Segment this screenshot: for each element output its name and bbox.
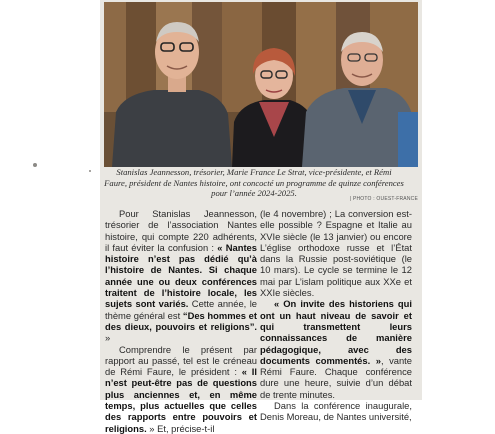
article-column-right — [260, 208, 412, 423]
paragraph: Dans la conférence inaugurale, Denis Moreau, de Nantes université, — [260, 400, 412, 423]
article-column-left — [105, 208, 257, 434]
text-run: , vante Rémi Faure. Chaque conférence dure une heure, suivie d’un débat de trente minutes. — [260, 354, 412, 400]
text-run: Comprendre le présent par rapport au passé, tel est le créneau de Rémi Faure, le président : — [105, 343, 257, 378]
group-photo — [104, 2, 418, 167]
theme-quote: “Des hommes et des dieux, pouvoirs et religions”. — [105, 309, 258, 332]
paragraph: (le 4 novembre) ; La conversion est-elle possible ? Espagne et Italie au XVIe siècle (le 13 janvier) ou encore L’église orthodoxe russe et l’État dans la Russie post-soviétique (le 10 mars). Le cycle se termine le 12 mai par L’islam politique aux XXe et XXIe siècles. — [260, 208, 412, 299]
text-run: Cette année, le thème général est — [105, 298, 257, 321]
text-run: » — [105, 332, 111, 344]
text-run: » Et, précise-t-il — [146, 422, 215, 434]
paper-speck — [89, 170, 91, 172]
paragraph — [105, 344, 257, 434]
photo-three-people — [104, 2, 418, 167]
newspaper-clipping — [100, 0, 422, 434]
text-run: Pour Stanislas Jeannesson, trésorier de l’association Nantes histoire, qui compte 220 adhérents, il faut éviter la confusion : — [105, 208, 257, 253]
quote: « On invite des historiens qui ont un haut niveau de savoir et qui transmettent leurs connaissances de manière pédagogique, avec des documents commentés. » — [260, 298, 412, 366]
photo-credit: | PHOTO : OUEST-FRANCE — [349, 196, 418, 202]
paragraph — [105, 208, 257, 344]
paragraph — [260, 298, 412, 400]
paper-speck — [33, 163, 37, 167]
photo-caption: Stanislas Jeannesson, trésorier, Marie France Le Strat, vice-présidente, et Rémi Faure, président de Nantes histoire, ont concocté un programme de quinze conférences pour l’année 2024-2025. — [104, 167, 404, 199]
quote: « Il n’est peut-être pas de questions plus anciennes et, en même temps, plus actuelles que celles des rapports entre pouvoirs et religions. — [105, 366, 258, 434]
quote: « Nantes histoire n’est pas dédié qu’à l’histoire de Nantes. Si chaque année une ou deux conférences traitent de l’histoire locale, les sujets sont variés. — [105, 241, 257, 310]
